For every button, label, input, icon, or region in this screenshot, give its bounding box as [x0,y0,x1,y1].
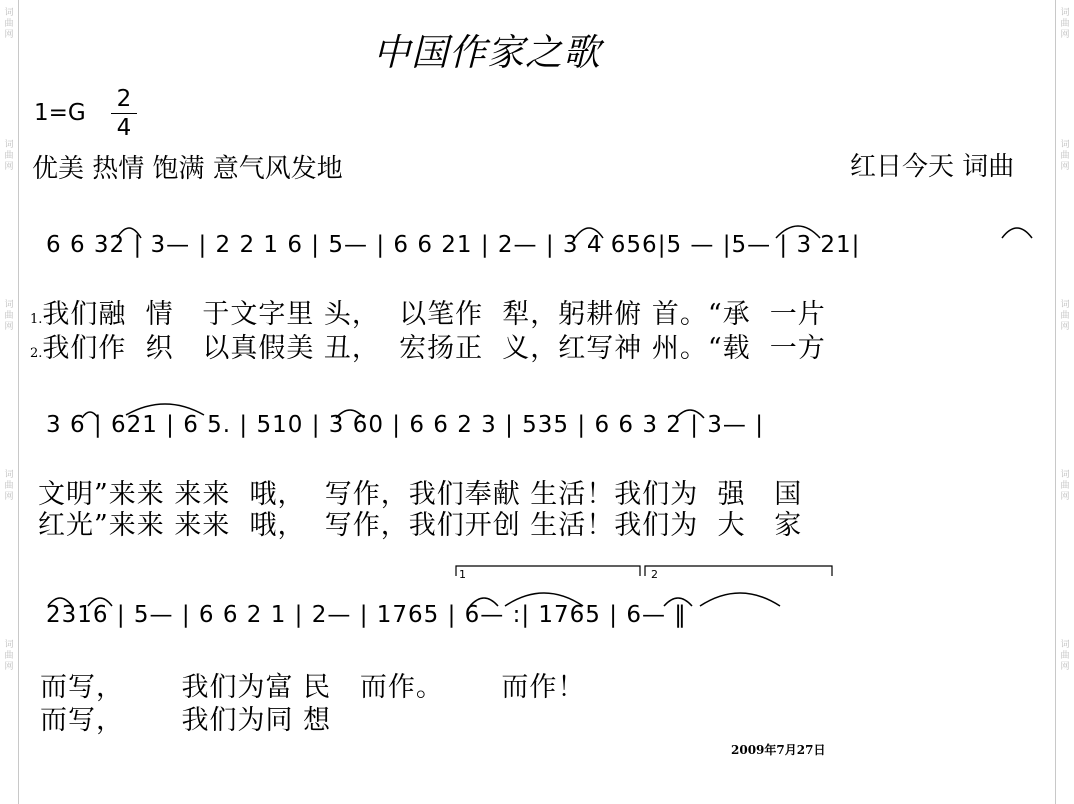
lyric-text: 我们融 情 于文字里 头， 以笔作 犁，躬耕俯 首。“承 一片 [42,299,826,330]
watermark-left-4: 词 曲 网 [4,470,14,502]
lyric-line-2-verse-2: 红光”来来 来来 哦， 写作，我们开创 生活！我们为 大 家 [38,510,803,541]
lyric-line-2-verse-1: 文明”来来 来来 哦， 写作，我们奉献 生活！我们为 强 国 [38,479,803,510]
slur-mark [470,598,498,606]
composition-date: 2009年7月27日 [731,743,826,757]
slur-mark [336,410,364,418]
slur-mark [776,226,820,238]
watermark-right-3: 词 曲 网 [1060,300,1070,332]
watermark-left-1: 词 曲 网 [4,8,14,40]
slur-mark [575,228,603,238]
lyric-line-3-verse-1: 而写， 我们为富 民 而作。 而作！ [40,672,586,703]
watermark-left-3: 词 曲 网 [4,300,14,332]
watermark-left-2: 词 曲 网 [4,140,14,172]
slur-mark [117,228,141,238]
notation-line-1: 6 6 32 | 3— | 2 2 1 6 | 5— | 6 6 21 | 2— | 3 4 656|5 — |5— | 3 21| [46,232,861,258]
meter-bottom: 4 [116,115,132,141]
lyric-line-3-verse-2: 而写， 我们为同 想 [40,705,332,736]
slur-mark [1002,228,1032,238]
slur-mark [700,593,780,606]
slur-mark [88,598,112,606]
watermark-right-2: 词 曲 网 [1060,140,1070,172]
meter-top: 2 [116,86,132,112]
composer-credit: 红日今天 词曲 [850,152,1015,182]
volta-1-number: 1 [459,568,466,581]
lyric-text: 我们作 织 以真假美 丑， 宏扬正 义，红写神 州。“载 一方 [42,333,826,364]
watermark-left-5: 词 曲 网 [4,640,14,672]
notation-line-2: 3 6 | 621 | 6 5. | 510 | 3 60 | 6 6 2 3 | 535 | 6 6 3 2 | 3— | [46,412,764,438]
watermark-right-1: 词 曲 网 [1060,8,1070,40]
slur-mark [505,593,583,606]
notation-line-3: 2316 | 5— | 6 6 2 1 | 2— | 1765 | 6— :| 1765 | 6— ‖ [46,602,687,628]
slur-mark [664,598,692,606]
slur-mark [82,412,98,418]
slur-mark [48,598,72,606]
verse-number-1: 1. [30,312,43,327]
song-title: 中国作家之歌 [373,31,601,74]
tempo-marking: 优美 热情 饱满 意气风发地 [32,154,343,184]
key-signature: 1=G [34,100,86,126]
watermark-right-5: 词 曲 网 [1060,640,1070,672]
slur-mark [126,404,204,415]
watermark-right-4: 词 曲 网 [1060,470,1070,502]
verse-number-2: 2. [30,346,43,361]
volta-bracket-2 [645,566,832,576]
volta-bracket-1 [456,566,640,576]
slur-mark [676,410,704,418]
volta-2-number: 2 [651,568,658,581]
